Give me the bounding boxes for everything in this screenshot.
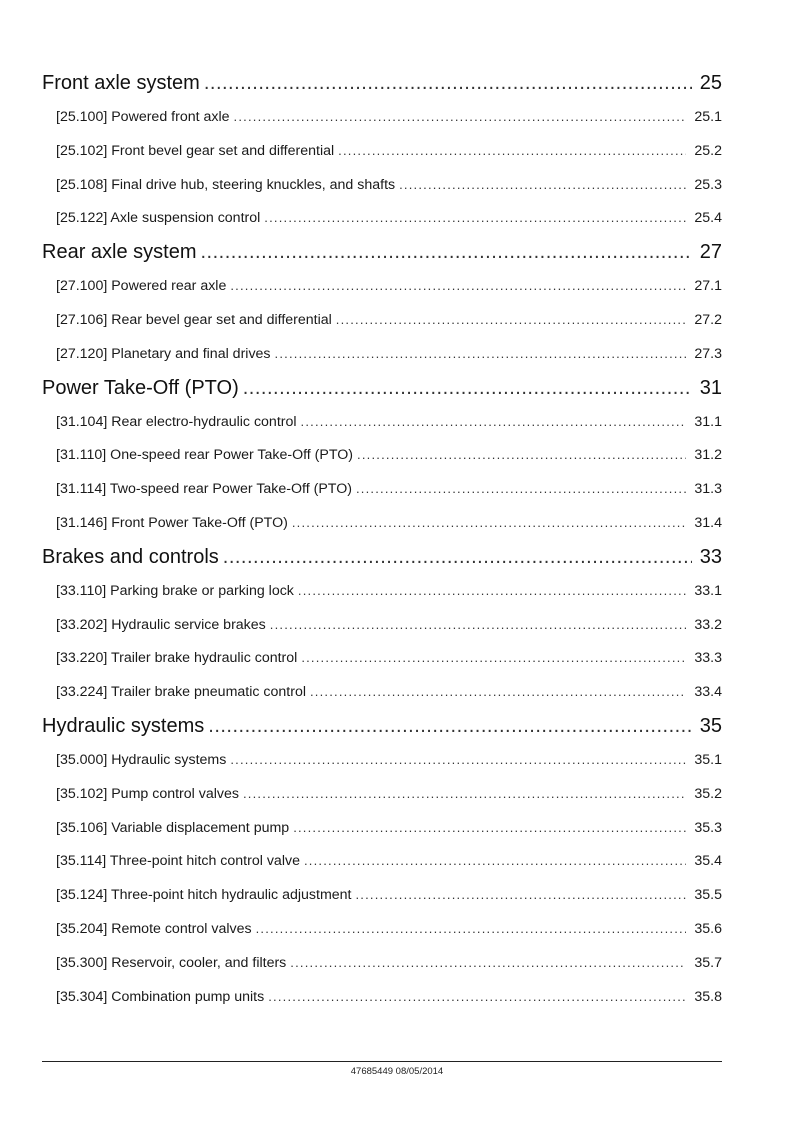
- entry-page-number: 35.3: [694, 819, 722, 836]
- entry-page-number: 35.1: [694, 751, 722, 768]
- entry-page-number: 27.1: [694, 278, 722, 295]
- toc-entry[interactable]: [56, 844, 722, 878]
- entry-page-number: 35.4: [694, 853, 722, 870]
- dot-leader: [270, 608, 686, 642]
- footer-divider: [42, 1061, 722, 1062]
- entry-page-number: 25.4: [694, 210, 722, 227]
- dot-leader: [301, 405, 686, 439]
- section-page-number: 35: [699, 714, 722, 737]
- entry-label: [25.102] Front bevel gear set and differential: [56, 142, 335, 159]
- dot-leader: [208, 709, 692, 743]
- entry-page-number: 33.1: [694, 582, 722, 599]
- toc-entry[interactable]: [56, 980, 722, 1014]
- entry-page-number: 35.7: [694, 954, 722, 971]
- dot-leader: [223, 540, 692, 574]
- entry-label: [33.224] Trailer brake pneumatic control: [56, 684, 306, 701]
- entry-label: [27.106] Rear bevel gear set and differential: [56, 311, 332, 328]
- entry-label: [27.100] Powered rear axle: [56, 278, 227, 295]
- section-page-number: 31: [699, 376, 722, 399]
- entry-label: [31.110] One-speed rear Power Take-Off (PTO): [56, 447, 354, 464]
- dot-leader: [292, 506, 686, 540]
- toc-section-heading[interactable]: [42, 540, 722, 574]
- entry-label: [31.114] Two-speed rear Power Take-Off (PTO): [56, 481, 352, 498]
- toc-entry[interactable]: [56, 168, 722, 202]
- entry-page-number: 35.6: [694, 920, 722, 937]
- toc-entry[interactable]: [56, 472, 722, 506]
- section-title: Hydraulic systems: [42, 714, 205, 737]
- dot-leader: [268, 980, 686, 1014]
- toc-entry[interactable]: [56, 878, 722, 912]
- section-page-number: 25: [699, 72, 722, 94]
- toc-entry[interactable]: [56, 100, 722, 134]
- toc-entry[interactable]: [56, 675, 722, 709]
- toc-entry[interactable]: [56, 743, 722, 777]
- entry-label: [35.124] Three-point hitch hydraulic adjustment: [56, 887, 352, 904]
- entry-label: [33.202] Hydraulic service brakes: [56, 616, 266, 633]
- toc-section-heading[interactable]: [42, 235, 722, 269]
- dot-leader: [275, 337, 686, 371]
- toc-entry[interactable]: [56, 574, 722, 608]
- dot-leader: [298, 574, 686, 608]
- dot-leader: [290, 946, 686, 980]
- dot-leader: [356, 878, 687, 912]
- toc-entry[interactable]: [56, 134, 722, 168]
- entry-label: [35.106] Variable displacement pump: [56, 819, 290, 836]
- entry-page-number: 31.2: [694, 447, 722, 464]
- entry-label: [35.304] Combination pump units: [56, 988, 265, 1005]
- toc-entry[interactable]: [56, 405, 722, 439]
- section-title: Power Take-Off (PTO): [42, 376, 239, 399]
- entry-label: [25.100] Powered front axle: [56, 109, 230, 125]
- entry-label: [35.300] Reservoir, cooler, and filters: [56, 954, 287, 971]
- footer-document-id: 47685449 08/05/2014: [350, 1066, 444, 1077]
- dot-leader: [399, 168, 686, 202]
- entry-page-number: 33.4: [694, 684, 722, 701]
- dot-leader: [304, 844, 686, 878]
- toc-section-heading[interactable]: [42, 709, 722, 743]
- toc-entry[interactable]: [56, 438, 722, 472]
- dot-leader: [256, 912, 686, 946]
- toc-entry[interactable]: [56, 811, 722, 845]
- dot-leader: [356, 472, 686, 506]
- dot-leader: [243, 777, 686, 811]
- entry-page-number: 31.4: [694, 514, 722, 531]
- section-page-number: 33: [699, 545, 722, 568]
- entry-label: [33.220] Trailer brake hydraulic control: [56, 650, 298, 667]
- toc-section-heading[interactable]: [42, 66, 722, 100]
- section-page-number: 27: [699, 241, 722, 264]
- toc-entry[interactable]: [56, 506, 722, 540]
- toc-entry[interactable]: [56, 337, 722, 371]
- dot-leader: [201, 235, 693, 269]
- entry-page-number: 35.2: [694, 785, 722, 802]
- entry-page-number: 25.2: [694, 142, 722, 159]
- toc-entry[interactable]: [56, 912, 722, 946]
- dot-leader: [264, 201, 686, 235]
- dot-leader: [204, 66, 692, 100]
- dot-leader: [301, 641, 686, 675]
- dot-leader: [310, 675, 686, 709]
- entry-label: [31.146] Front Power Take-Off (PTO): [56, 514, 288, 531]
- section-title: Brakes and controls: [42, 545, 219, 568]
- dot-leader: [338, 134, 686, 168]
- entry-label: [31.104] Rear electro-hydraulic control: [56, 413, 297, 430]
- toc-section-heading[interactable]: [42, 371, 722, 405]
- entry-label: [35.000] Hydraulic systems: [56, 751, 227, 768]
- toc-entry[interactable]: [56, 777, 722, 811]
- dot-leader: [234, 100, 686, 134]
- entry-page-number: 25.3: [694, 176, 722, 193]
- dot-leader: [243, 371, 692, 405]
- entry-label: [33.110] Parking brake or parking lock: [56, 582, 294, 599]
- toc-entry[interactable]: [56, 946, 722, 980]
- toc-entry[interactable]: [56, 201, 722, 235]
- dot-leader: [336, 303, 686, 337]
- toc-entry[interactable]: [56, 269, 722, 303]
- dot-leader: [230, 743, 686, 777]
- entry-label: [35.102] Pump control valves: [56, 785, 239, 802]
- entry-page-number: 31.3: [694, 481, 722, 498]
- entry-label: [35.114] Three-point hitch control valve: [56, 853, 300, 870]
- entry-page-number: 27.3: [694, 345, 722, 362]
- toc-entry[interactable]: [56, 608, 722, 642]
- entry-page-number: 35.5: [694, 887, 722, 904]
- entry-label: [25.108] Final drive hub, steering knuckles, and shafts: [56, 176, 396, 193]
- entry-page-number: 25.1: [694, 109, 722, 125]
- entry-page-number: 31.1: [694, 413, 722, 430]
- entry-label: [25.122] Axle suspension control: [56, 210, 261, 227]
- entry-label: [35.204] Remote control valves: [56, 920, 252, 937]
- table-of-contents: [42, 66, 722, 1013]
- section-title: Rear axle system: [42, 241, 197, 264]
- entry-label: [27.120] Planetary and final drives: [56, 345, 271, 362]
- dot-leader: [293, 811, 686, 845]
- toc-entry[interactable]: [56, 641, 722, 675]
- entry-page-number: 27.2: [694, 311, 722, 328]
- entry-page-number: 33.3: [694, 650, 722, 667]
- section-title: Front axle system: [42, 72, 200, 94]
- toc-entry[interactable]: [56, 303, 722, 337]
- entry-page-number: 33.2: [694, 616, 722, 633]
- entry-page-number: 35.8: [694, 988, 722, 1005]
- dot-leader: [230, 269, 686, 303]
- dot-leader: [357, 438, 686, 472]
